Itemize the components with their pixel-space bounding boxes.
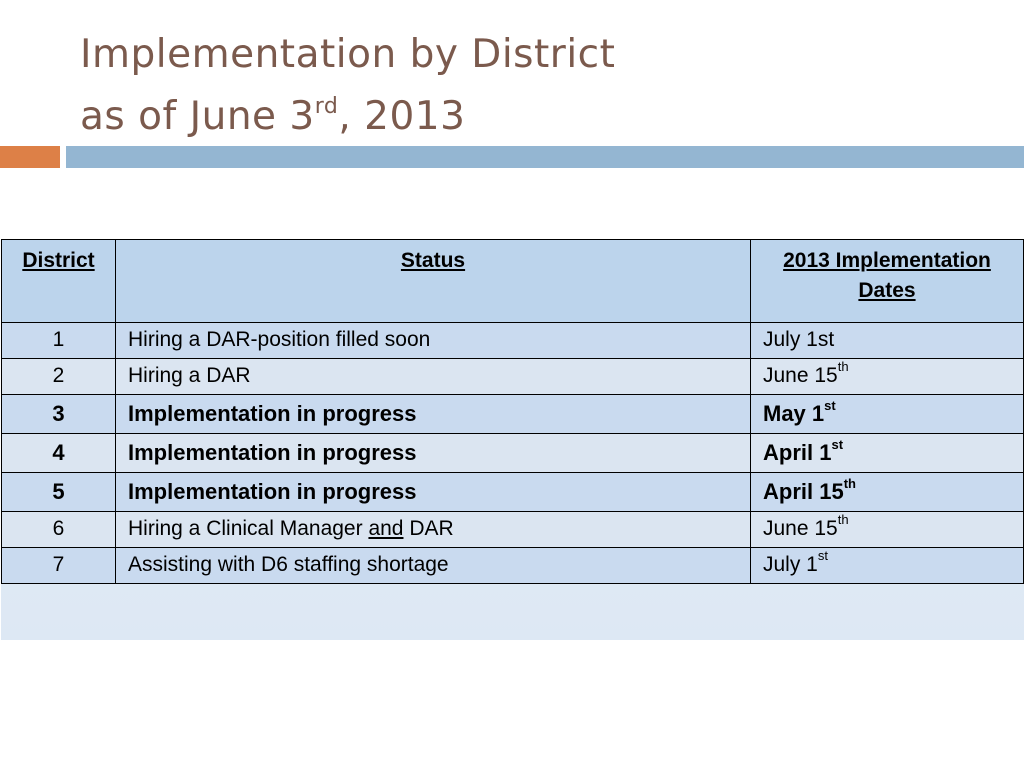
date-ordinal: th (837, 512, 849, 527)
title-line-2-prefix: as of June 3 (80, 94, 315, 139)
header-dates: 2013 Implementation Dates (751, 240, 1024, 323)
date-cell (751, 473, 1024, 512)
date-ordinal: st (824, 398, 836, 413)
table-row (2, 548, 1024, 584)
accent-bar-blue (66, 146, 1024, 168)
slide-title (80, 24, 615, 148)
date-cell (751, 512, 1024, 548)
date-ordinal: st (831, 437, 844, 452)
district-cell: 5 (2, 473, 116, 512)
district-cell: 6 (2, 512, 116, 548)
title-line-2-suffix: , 2013 (338, 94, 466, 139)
status-text: Hiring a Clinical Manager (128, 517, 369, 540)
date-text: May 1 (763, 401, 825, 426)
date-text: June 15 (763, 364, 838, 387)
table-container (1, 239, 1024, 640)
status-cell: Implementation in progress (116, 395, 751, 434)
date-ordinal: st (817, 548, 828, 563)
table-row (2, 434, 1024, 473)
date-cell (751, 395, 1024, 434)
district-cell: 2 (2, 359, 116, 395)
date-text: April 1 (763, 440, 832, 465)
date-cell (751, 548, 1024, 584)
district-cell: 7 (2, 548, 116, 584)
accent-bar-orange (0, 146, 60, 168)
table-row (2, 359, 1024, 395)
district-cell: 3 (2, 395, 116, 434)
district-table (1, 239, 1024, 584)
date-ordinal: th (837, 359, 849, 374)
status-cell: Implementation in progress (116, 473, 751, 512)
table-row (2, 323, 1024, 359)
table-row (2, 512, 1024, 548)
status-cell: Hiring a DAR (116, 359, 751, 395)
status-text: DAR (403, 517, 454, 540)
date-cell (751, 323, 1024, 359)
table-header-row (2, 240, 1024, 323)
district-cell: 4 (2, 434, 116, 473)
header-status: Status (116, 240, 751, 323)
status-cell (116, 512, 751, 548)
status-emphasis: and (368, 517, 404, 540)
date-cell (751, 434, 1024, 473)
date-cell (751, 359, 1024, 395)
date-ordinal: th (843, 476, 856, 491)
table-row (2, 473, 1024, 512)
title-ordinal-suffix: rd (314, 94, 339, 119)
date-text: July 1 (763, 553, 818, 576)
date-text: April 15 (763, 479, 844, 504)
date-text: June 15 (763, 517, 838, 540)
district-cell: 1 (2, 323, 116, 359)
header-district: District (2, 240, 116, 323)
status-cell: Hiring a DAR-position filled soon (116, 323, 751, 359)
status-cell: Assisting with D6 staffing shortage (116, 548, 751, 584)
date-text: July 1st (763, 328, 835, 351)
table-row (2, 395, 1024, 434)
title-line-1: Implementation by District (80, 32, 616, 77)
status-cell: Implementation in progress (116, 434, 751, 473)
